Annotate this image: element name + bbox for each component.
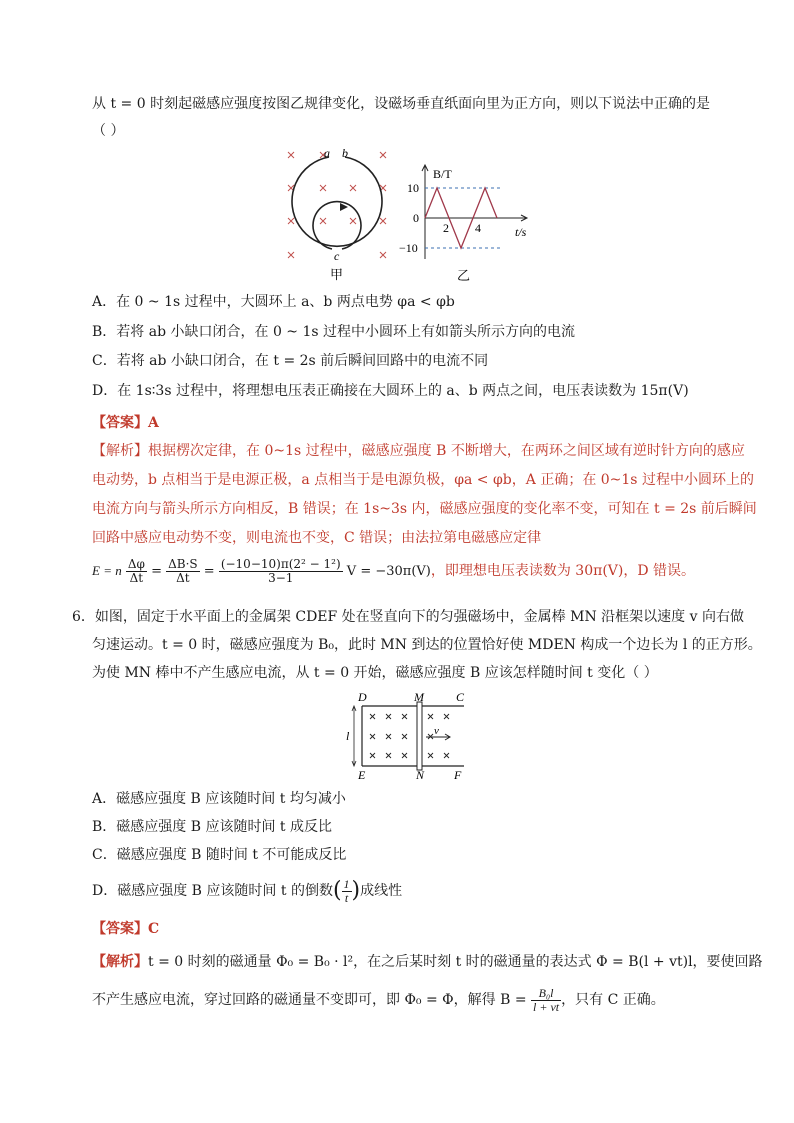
cross-mark bbox=[370, 714, 375, 719]
q5-stem-line2: （ ） bbox=[92, 123, 125, 139]
q6-option-d: D．磁感应强度 B 应该随时间 t 的倒数( $\frac{1}{t}$ )成线性 bbox=[92, 876, 403, 905]
q6-analysis-frac-num: B₀l bbox=[531, 987, 561, 1001]
q5-stem-line1: 从 t = 0 时刻起磁感应强度按图乙规律变化，设磁场垂直纸面向里为正方向，则以下说法中正确的是 bbox=[92, 96, 711, 112]
q6-stem-line3: 为使 MN 棒中不产生感应电流，从 t = 0 开始，磁感应强度 B 应该怎样随时间 t 变化（ ） bbox=[92, 665, 658, 681]
cross-mark bbox=[288, 152, 294, 158]
formula-frac2-num: ΔB·S bbox=[168, 557, 198, 571]
label-F: F bbox=[454, 768, 462, 782]
cross-mark bbox=[370, 753, 375, 758]
cross-mark bbox=[380, 252, 386, 258]
label-l: l bbox=[346, 729, 350, 743]
formula-frac1-num: Δφ bbox=[127, 557, 145, 571]
formula-rhs: V = −30π(V) bbox=[346, 564, 431, 579]
q5-figure-jia bbox=[278, 146, 398, 281]
formula-tail: ，即理想电压表读数为 30π(V)，D 错误。 bbox=[430, 563, 696, 579]
q6-option-d-text: D．磁感应强度 B 应该随时间 t 的倒数 bbox=[92, 883, 333, 899]
cross-mark bbox=[402, 734, 407, 739]
q5-analysis-line2: 电动势，b 点相当于是电源正极，a 点相当于是电源负极，φa < φb，A 正确；在 0~1s 过程中小圆环上的 bbox=[92, 472, 754, 488]
caption-yi: 乙 bbox=[457, 268, 471, 283]
rod-mn bbox=[417, 702, 422, 770]
y-tick-0: 0 bbox=[413, 211, 419, 225]
cross-mark bbox=[320, 218, 326, 224]
formula-lhs: E = n bbox=[92, 563, 122, 578]
q6-analysis-line1-text: t = 0 时刻的磁通量 Φ₀ = B₀ · l²，在之后某时刻 t 时的磁通量的表达式 Φ = B(l + vt)l，要使回路 bbox=[148, 954, 763, 970]
q6-stem-line1: 6．如图，固定于水平面上的金属架 CDEF 处在竖直向下的匀强磁场中，金属棒 MN 沿框架以速度 v 向右做 bbox=[72, 609, 744, 625]
q5-option-c: C．若将 ab 小缺口闭合，在 t = 2s 前后瞬间回路中的电流不同 bbox=[92, 353, 489, 369]
q6-option-c: C．磁感应强度 B 随时间 t 不可能成反比 bbox=[92, 847, 347, 863]
cross-mark bbox=[288, 218, 294, 224]
cross-mark bbox=[288, 252, 294, 258]
cross-mark bbox=[402, 714, 407, 719]
q6-analysis-line2-post: ，只有 C 正确。 bbox=[561, 992, 665, 1008]
cross-mark bbox=[380, 152, 386, 158]
q6-analysis-line1 bbox=[92, 952, 763, 972]
label-v: v bbox=[434, 725, 439, 737]
cross-mark bbox=[444, 753, 449, 758]
label-c: c bbox=[334, 249, 340, 263]
x-tick-4: 4 bbox=[475, 221, 481, 235]
cross-mark bbox=[320, 185, 326, 191]
cross-mark bbox=[428, 714, 433, 719]
q6-option-b: B．磁感应强度 B 应该随时间 t 成反比 bbox=[92, 819, 333, 835]
q5-option-b: B．若将 ab 小缺口闭合，在 0 ~ 1s 过程中小圆环上有如箭头所示方向的电流 bbox=[92, 324, 576, 340]
caption-jia: 甲 bbox=[330, 267, 344, 281]
q5-option-a: A．在 0 ~ 1s 过程中，大圆环上 a、b 两点电势 φa < φb bbox=[92, 294, 455, 310]
small-ring bbox=[313, 202, 361, 249]
cross-mark bbox=[386, 714, 391, 719]
q5-analysis-line3: 电流方向与箭头所示方向相反，B 错误；在 1s~3s 内，磁感应强度的变化率不变，可知在 t = 2s 前后瞬间 bbox=[92, 501, 757, 517]
x-axis-label: t/s bbox=[515, 225, 527, 239]
cross-mark bbox=[402, 753, 407, 758]
y-tick-neg10: −10 bbox=[399, 241, 418, 255]
cross-mark bbox=[350, 218, 356, 224]
q5-option-d: D．在 1s∶3s 过程中，将理想电压表正确接在大圆环上的 a、b 两点之间，电压表读数为 15π(V) bbox=[92, 383, 689, 399]
label-D: D bbox=[358, 690, 367, 704]
label-a: a bbox=[324, 146, 330, 160]
q6-option-a: A．磁感应强度 B 应该随时间 t 均匀减小 bbox=[92, 791, 346, 807]
q5-formula: E = n $\frac{\Delta\varphi}{\Delta t}$ = $\frac{\Delta B\cdot S}{\Delta t}$ = $\frac{\text{(−10−10)π(2² − 1²)}}{3-1}$ V = −30π(V)，即理想电压表读数为 30π(V)，D 错误。 bbox=[92, 557, 696, 585]
q6-figure-frame bbox=[346, 690, 476, 782]
cross-mark bbox=[370, 734, 375, 739]
label-C: C bbox=[456, 690, 465, 704]
label-M: M bbox=[414, 690, 424, 704]
q6-analysis-frac-den: l + vt bbox=[533, 999, 560, 1014]
label-E: E bbox=[358, 768, 366, 782]
q6-analysis-line2-text: 不产生感应电流，穿过回路的磁通量不变即可，即 Φ₀ = Φ，解得 B = bbox=[92, 992, 527, 1008]
cross-mark bbox=[386, 734, 391, 739]
label-N: N bbox=[416, 768, 425, 782]
formula-frac3-den: 3−1 bbox=[268, 571, 294, 585]
y-tick-10: 10 bbox=[407, 181, 419, 195]
formula-frac1-den: Δt bbox=[129, 571, 144, 585]
cross-mark bbox=[444, 714, 449, 719]
label-b: b bbox=[342, 146, 348, 160]
q6-analysis-label: 【解析】 bbox=[92, 954, 148, 970]
q6-stem-line2: 匀速运动。t = 0 时，磁感应强度为 B₀，此时 MN 到达的位置恰好使 MDEN 构成一个边长为 l 的正方形。 bbox=[92, 637, 762, 653]
y-axis-label: B/T bbox=[433, 167, 452, 181]
cross-mark bbox=[428, 753, 433, 758]
cross-mark bbox=[380, 218, 386, 224]
cross-mark bbox=[350, 185, 356, 191]
cross-mark bbox=[386, 753, 391, 758]
q6-analysis-line2 bbox=[92, 983, 665, 1017]
q6-option-d-frac-num: 1 bbox=[343, 876, 350, 891]
formula-frac2-den: Δt bbox=[176, 571, 190, 585]
q5-analysis-line1: 【解析】根据楞次定律，在 0~1s 过程中，磁感应强度 B 不断增大，在两环之间区域有逆时针方向的感应 bbox=[92, 443, 745, 459]
q6-answer: 【答案】C bbox=[92, 921, 160, 937]
x-tick-2: 2 bbox=[443, 221, 449, 235]
q6-option-d-frac-den: t bbox=[344, 890, 349, 905]
q6-option-d-post: 成线性 bbox=[360, 883, 403, 899]
formula-frac3-num: (−10−10)π(2² − 1²) bbox=[220, 557, 341, 571]
q5-figure-yi bbox=[395, 163, 535, 283]
q5-answer: 【答案】A bbox=[92, 415, 159, 431]
q5-analysis-line4: 回路中感应电动势不变，则电流也不变，C 错误；由法拉第电磁感应定律 bbox=[92, 530, 542, 546]
